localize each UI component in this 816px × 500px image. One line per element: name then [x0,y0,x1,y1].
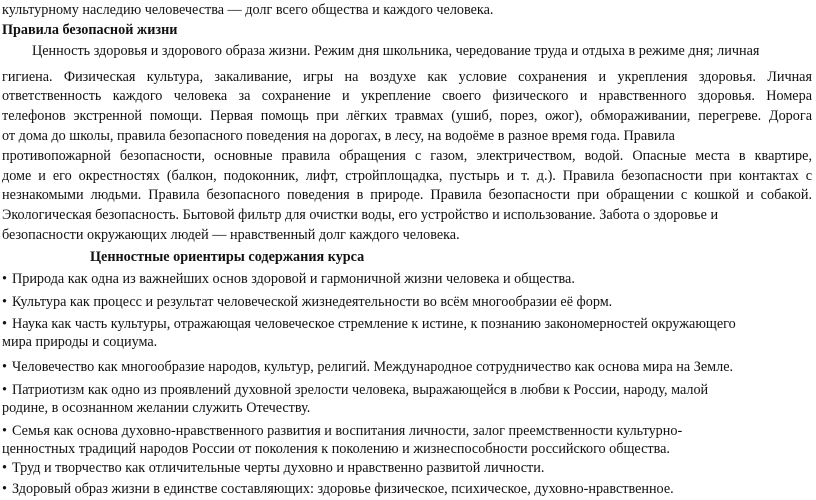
list-item-continuation: ценностных традиций народов России от поколения к поколению и жизнеспособности российского общества. [2,440,670,457]
list-item-text: Культура как процесс и результат человеческой жизнедеятельности во всём многообразии её форм. [12,293,613,310]
list-item [2,295,612,309]
paragraph-line: незнакомыми людьми. Правила безопасного поведения в природе. Правила безопасности при обращении с кошкой и собакой. [2,187,812,204]
paragraph-line: доме и его окрестностях (балкон, подоконник, лифт, стройплощадка, пустырь и т. д.). Правила безопасности при контактах с [2,167,812,184]
bullet-icon: • [2,358,7,375]
paragraph-line: безопасности окружающих людей — нравственный долг каждого человека. [2,226,460,243]
bullet-icon: • [2,271,7,288]
list-item-text: Человечество как многообразие народов, культур, религий. Международное сотрудничество как основа мира на Земле. [12,358,734,375]
paragraph-line: гигиена. Физическая культура, закаливание, игры на воздухе как условие сохранения и укрепления здоровья. Личная [2,68,812,85]
list-item-text: Семья как основа духовно-нравственного развития и воспитания личности, залог преемственности культурно- [12,422,683,439]
paragraph-line: телефонов экстренной помощи. Первая помощь при лёгких травмах (ушиб, порез, ожог), обмораживании, перегреве. Дорога [2,108,812,125]
list-item-text: Труд и творчество как отличительные черты духовно и нравственно развитой личности. [12,460,545,477]
paragraph-line: ответственность каждого человека за сохранение и укрепление своего физического и нравственного здоровья. Номера [2,88,812,105]
bullet-icon: • [2,481,7,497]
bullet-icon: • [2,422,7,439]
section-heading-safety: Правила безопасной жизни [2,21,178,38]
paragraph-line: от дома до школы, правила безопасного поведения на дорогах, в лесу, на водоёме в разное время года. Правила [2,128,675,144]
text-line-intro: культурному наследию человечества — долг всего общества и каждого человека. [2,1,494,18]
list-item-text: Наука как часть культуры, отражающая человеческое стремление к истине, к познанию закономерностей окружающего [12,316,736,333]
list-item [2,383,708,397]
list-item [2,272,575,286]
list-item-continuation: мира природы и социума. [2,334,158,351]
paragraph-line: Экологическая безопасность. Бытовой фильтр для очистки воды, его устройство и использование. Забота о здоровье и [2,207,719,224]
bullet-icon: • [2,293,7,310]
bullet-icon: • [2,316,7,333]
list-item [2,317,736,331]
list-item-text: Патриотизм как одно из проявлений духовной зрелости человека, выражающейся в любви к России, народу, малой [12,382,709,399]
section-heading-values: Ценностные ориентиры содержания курса [90,248,365,265]
list-item-text: Природа как одна из важнейших основ здоровой и гармоничной жизни человека и общества. [12,271,575,288]
paragraph-line: Ценность здоровья и здорового образа жизни. Режим дня школьника, чередование труда и отдыха в режиме дня; личная [32,43,760,60]
list-item-text: Здоровый образ жизни в единстве составляющих: здоровье физическое, психическое, духовно-нравственное. [12,481,674,497]
list-item [2,424,682,438]
bullet-icon: • [2,382,7,399]
list-item [2,482,674,496]
list-item [2,360,733,374]
paragraph-line: противопожарной безопасности, основные правила обращения с газом, электричеством, водой. Опасные места в квартире, [2,147,812,164]
bullet-icon: • [2,460,7,477]
list-item [2,461,544,475]
list-item-continuation: родине, в осознанном желании служить Отечеству. [2,400,311,416]
